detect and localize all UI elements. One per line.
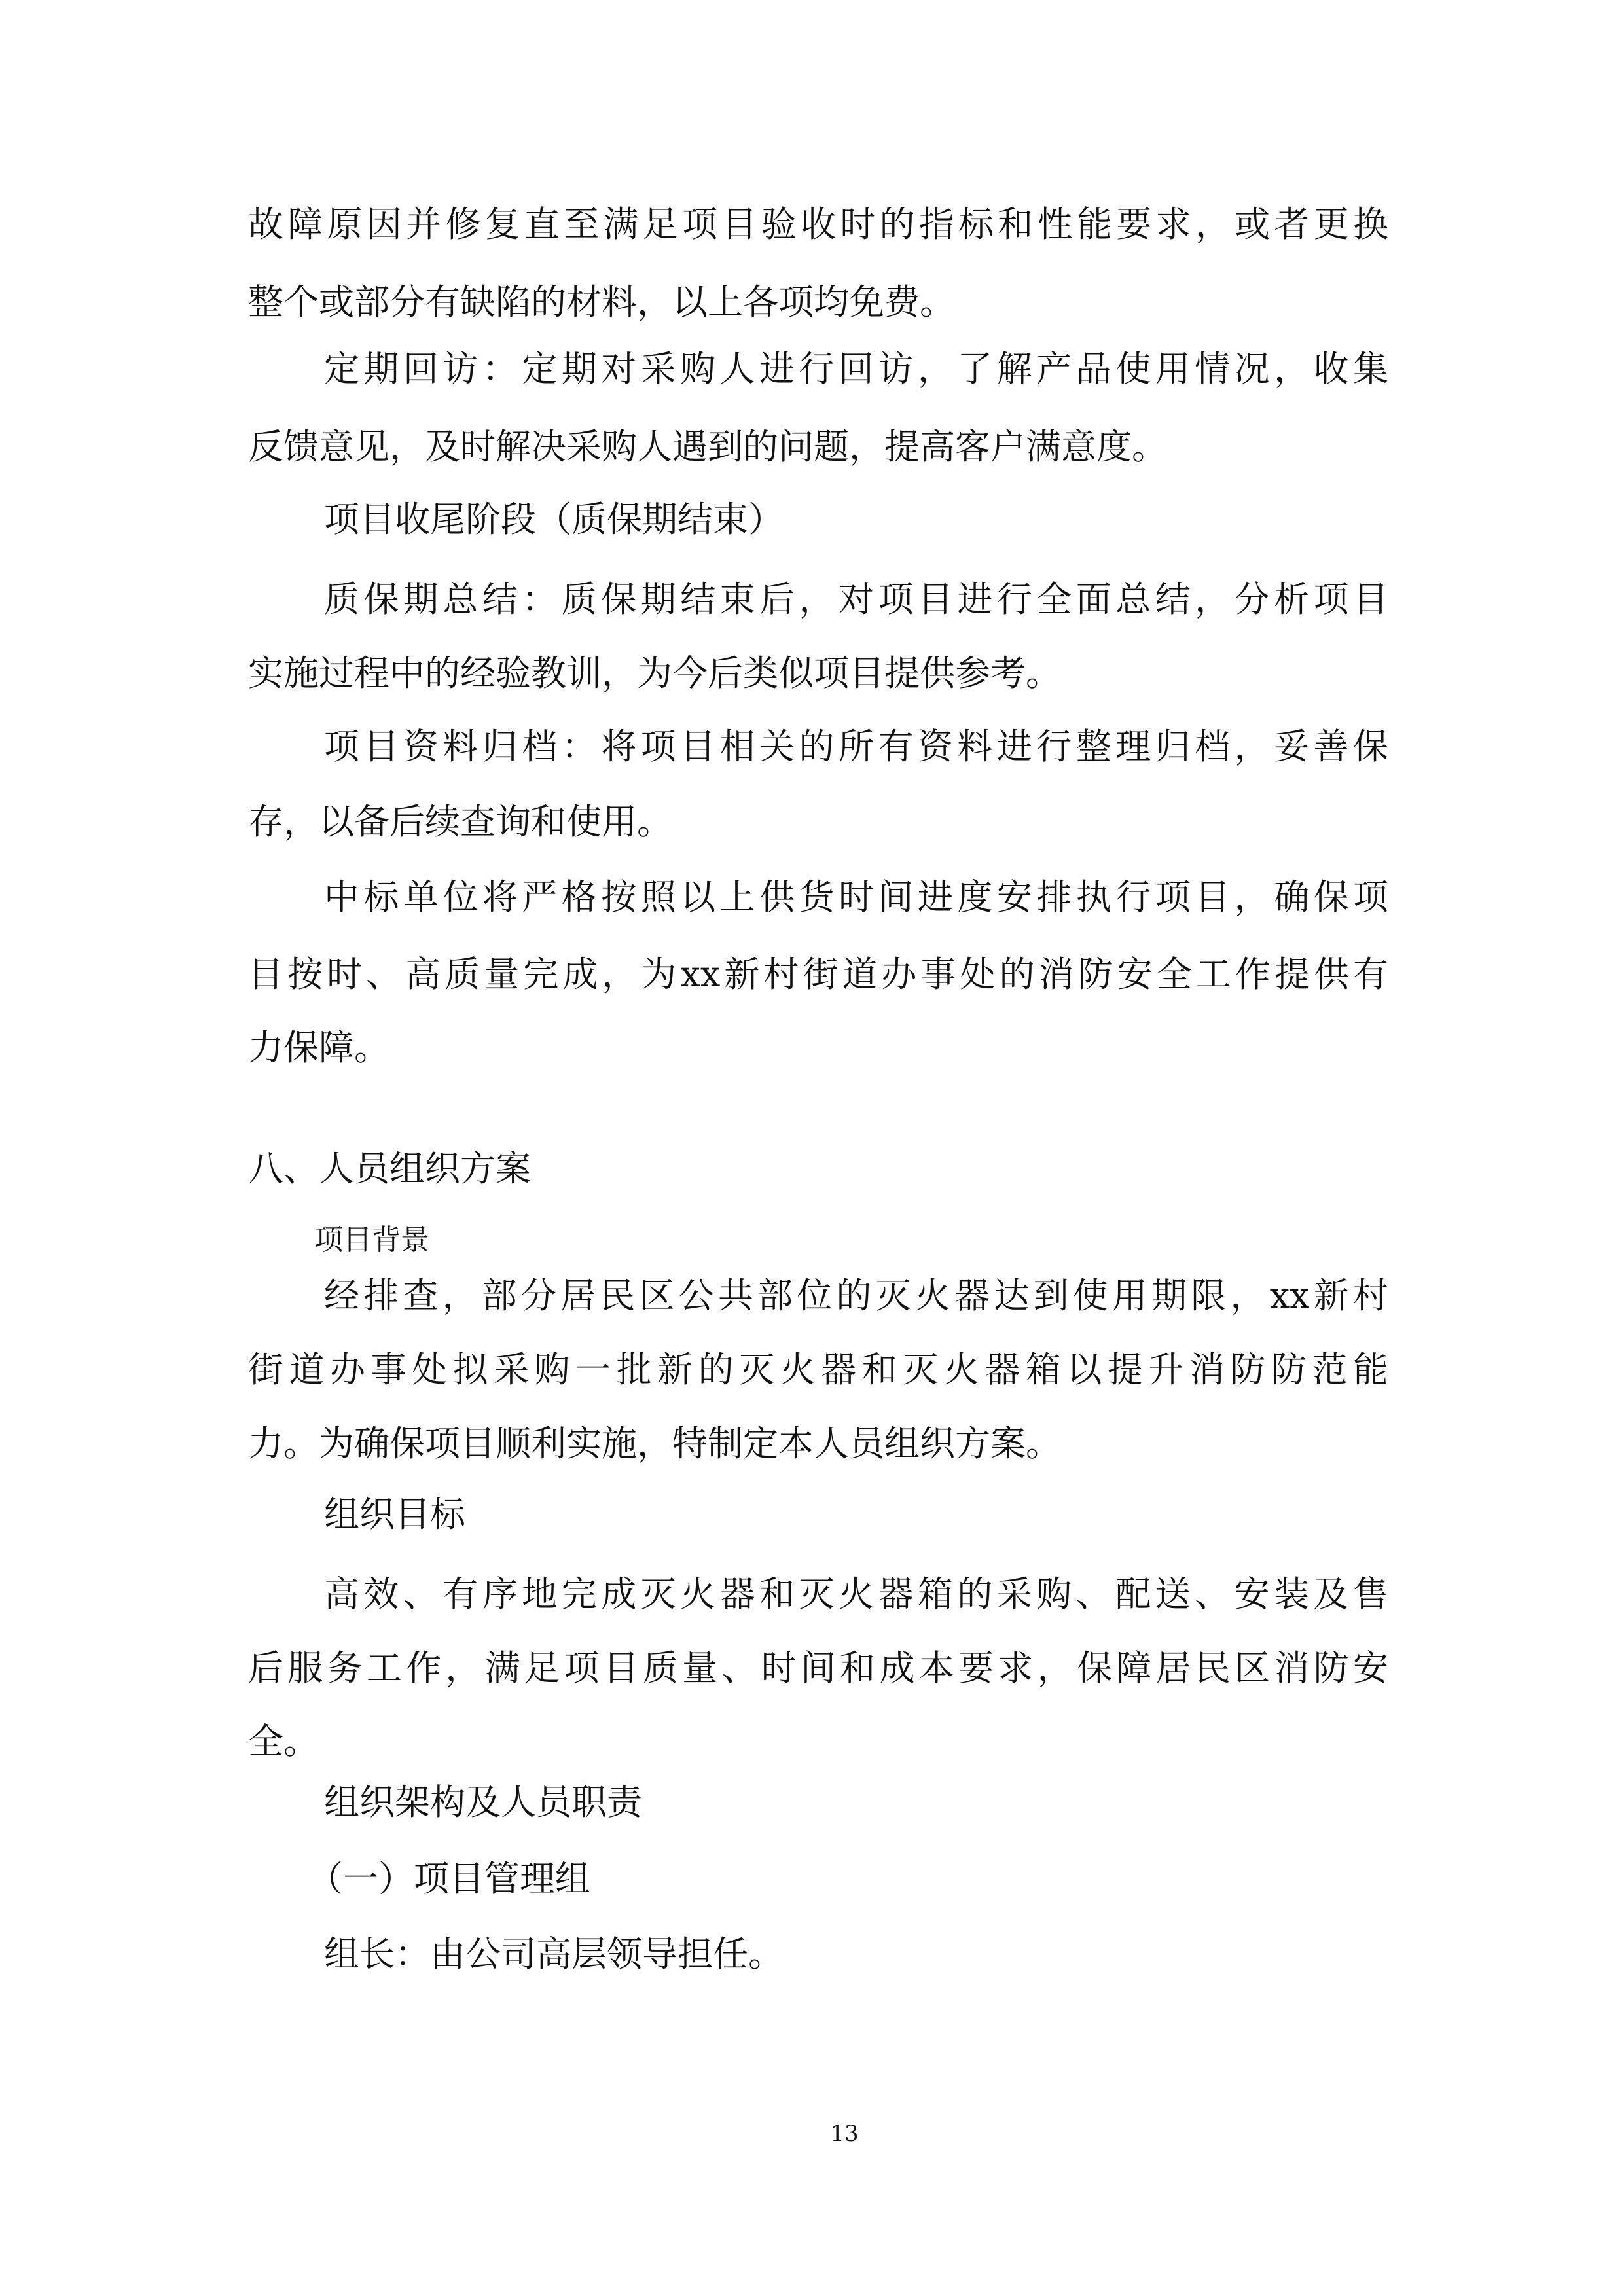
page-number: 13 — [830, 2121, 859, 2147]
body-text-line: 中标单位将严格按照以上供货时间进度安排执行项目，确保项 — [324, 876, 1388, 918]
body-text-line: 实施过程中的经验教训，为今后类似项目提供参考。 — [248, 653, 1061, 694]
body-text-line: 目按时、高质量完成，为xx新村街道办事处的消防安全工作提供有 — [248, 954, 1388, 995]
body-text-line: 反馈意见，及时解决采购人遇到的问题，提高客户满意度。 — [248, 426, 1167, 467]
section-subheading: 项目收尾阶段（质保期结束） — [324, 499, 784, 540]
body-text-line: 力保障。 — [248, 1027, 389, 1068]
body-text-line: 存，以备后续查询和使用。 — [248, 801, 672, 842]
body-text-line: 组长：由公司高层领导担任。 — [324, 1933, 784, 1975]
body-text-line: 后服务工作，满足项目质量、时间和成本要求，保障居民区消防安 — [248, 1647, 1388, 1689]
body-text-line: 经排查，部分居民区公共部位的灭火器达到使用期限，xx新村 — [324, 1275, 1388, 1316]
body-text-line: 街道办事处拟采购一批新的灭火器和灭火器箱以提升消防防范能 — [248, 1349, 1388, 1390]
section-subheading: 组织目标 — [324, 1494, 465, 1535]
section-heading: 八、人员组织方案 — [248, 1148, 531, 1189]
body-text-line: 全。 — [248, 1721, 319, 1762]
section-subheading: 项目背景 — [314, 1223, 429, 1257]
body-text-line: 质保期总结：质保期结束后，对项目进行全面总结，分析项目 — [324, 579, 1388, 620]
body-text-line: 整个或部分有缺陷的材料，以上各项均免费。 — [248, 281, 955, 323]
section-subheading: 组织架构及人员职责 — [324, 1782, 642, 1823]
body-text-line: 故障原因并修复直至满足项目验收时的指标和性能要求，或者更换 — [248, 204, 1388, 245]
section-subheading: （一）项目管理组 — [308, 1858, 590, 1899]
body-text-line: 高效、有序地完成灭火器和灭火器箱的采购、配送、安装及售 — [324, 1573, 1388, 1615]
body-text-line: 项目资料归档：将项目相关的所有资料进行整理归档，妥善保 — [324, 726, 1388, 767]
body-text-line: 定期回访：定期对采购人进行回访，了解产品使用情况，收集 — [324, 348, 1388, 389]
body-text-line: 力。为确保项目顺利实施，特制定本人员组织方案。 — [248, 1423, 1061, 1464]
